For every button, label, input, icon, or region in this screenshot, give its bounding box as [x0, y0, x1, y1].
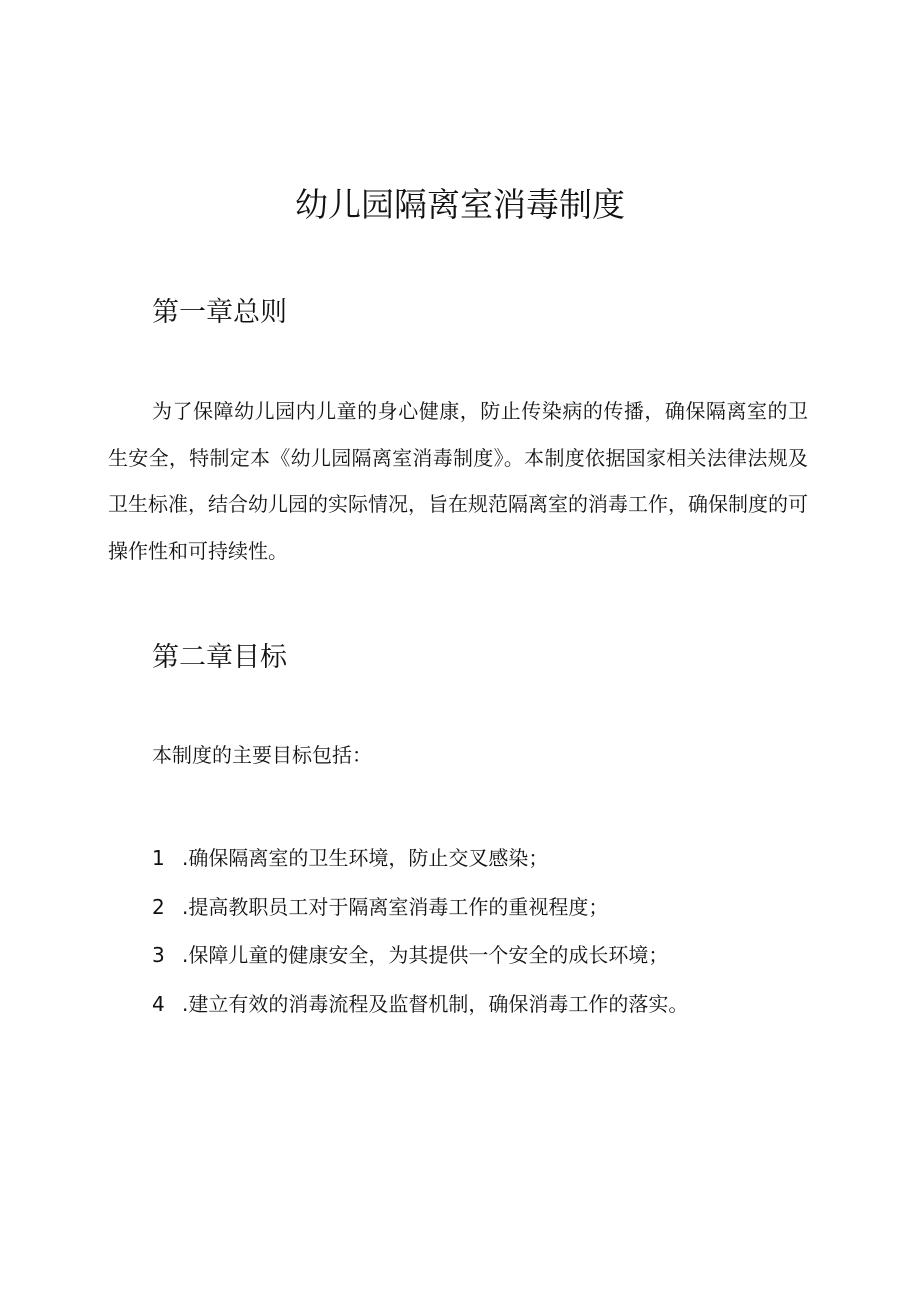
chapter-2-heading: 第二章目标 [152, 642, 287, 673]
list-item-number: 3 [152, 943, 165, 967]
list-item-number: 2 [152, 894, 165, 919]
list-item [152, 834, 688, 883]
list-item-text: .提高教职员工对于隔离室消毒工作的重视程度； [182, 894, 609, 919]
goal-list [152, 834, 688, 1028]
chapter-1-paragraph: 为了保障幼儿园内儿童的身心健康，防止传染病的传播，确保隔离室的卫生安全，特制定本《幼儿园隔离室消毒制度》。本制度依据国家相关法律法规及卫生标准，结合幼儿园的实际情况，旨在规范隔离室的消毒工作，确保制度的可操作性和可持续性。 [108, 399, 808, 563]
chapter-1-heading: 第一章总则 [152, 297, 287, 328]
list-item [152, 980, 688, 1029]
list-item [152, 883, 688, 932]
chapter-2-intro: 本制度的主要目标包括： [152, 743, 372, 767]
list-item-number: 4 [152, 991, 165, 1016]
list-item-number: 1 [152, 846, 165, 870]
list-item-text: .确保隔离室的卫生环境，防止交叉感染； [182, 846, 549, 870]
list-item-text: .建立有效的消毒流程及监督机制，确保消毒工作的落实。 [182, 991, 689, 1016]
list-item [152, 931, 688, 980]
document-title: 幼儿园隔离室消毒制度 [295, 185, 625, 224]
list-item-text: .保障儿童的健康安全，为其提供一个安全的成长环境； [182, 943, 669, 967]
